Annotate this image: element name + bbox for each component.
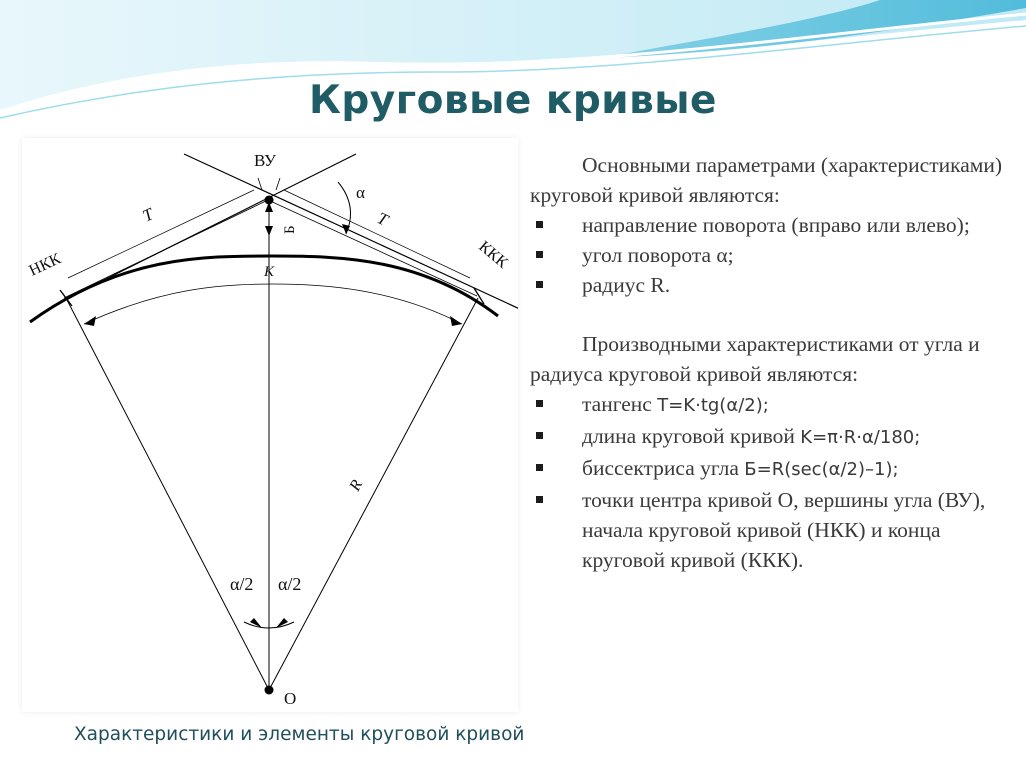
description-text: [530, 150, 1020, 575]
curve-length-dimension: [84, 284, 462, 324]
dimension-arrow-left: [84, 316, 96, 326]
list-item: тангенс T=K·tg(α/2);: [530, 389, 1020, 421]
tangent-line-right-extended: [184, 154, 518, 310]
dimension-line-t-right: [284, 190, 470, 278]
radius-label: R: [346, 477, 367, 494]
angle-label: α: [356, 183, 365, 202]
list-item: биссектриса угла Б=R(sec(α/2)–1);: [530, 453, 1020, 485]
vertex-point: [265, 196, 274, 205]
half-angle-left-label: α/2: [230, 574, 254, 594]
dimension-arrow-right: [450, 316, 462, 326]
half-angle-right-label: α/2: [278, 574, 302, 594]
list-item: точки центра кривой О, вершины угла (ВУ), начала круговой кривой (НКК) и конца круговой кривой (ККК).: [530, 485, 1020, 575]
bisector-arrow-down: [265, 226, 273, 236]
slide-caption: Характеристики и элементы круговой кривой: [74, 724, 525, 745]
formula-bisector: Б=R(sec(α/2)–1);: [744, 459, 899, 480]
end-point-label: ККК: [475, 238, 511, 272]
tangent-right-label: T: [374, 208, 391, 230]
slide-title: Круговые кривые: [309, 78, 717, 123]
diagram-svg: [22, 138, 518, 712]
list-item: длина круговой кривой K=π·R·α/180;: [530, 421, 1020, 453]
main-params-intro: Основными параметрами (характеристиками) круговой кривой являются:: [530, 153, 1003, 207]
formula-curve-length: K=π·R·α/180;: [800, 427, 921, 448]
vertex-label: ВУ: [254, 151, 276, 170]
formula-tangent: T=K·tg(α/2);: [657, 395, 769, 416]
radius-left: [66, 298, 269, 690]
circular-curve-diagram: [22, 138, 518, 712]
main-params-list: [530, 210, 1020, 300]
tangent-segment-right: [268, 200, 477, 296]
center-point: [265, 686, 274, 695]
list-item: радиус R.: [530, 270, 1020, 300]
derived-params-intro: Производными характеристиками от угла и радиуса круговой кривой являются:: [530, 332, 980, 386]
list-item: направление поворота (вправо или влево);: [530, 210, 1020, 240]
bisector-label: Б: [282, 225, 298, 234]
center-label: O: [284, 689, 297, 708]
tangent-left-label: T: [139, 204, 157, 226]
start-point-label: НКК: [26, 250, 64, 280]
radius-right: [269, 298, 478, 690]
curve-length-label: K: [264, 264, 275, 280]
list-item: угол поворота α;: [530, 240, 1020, 270]
derived-params-list: [530, 389, 1020, 575]
